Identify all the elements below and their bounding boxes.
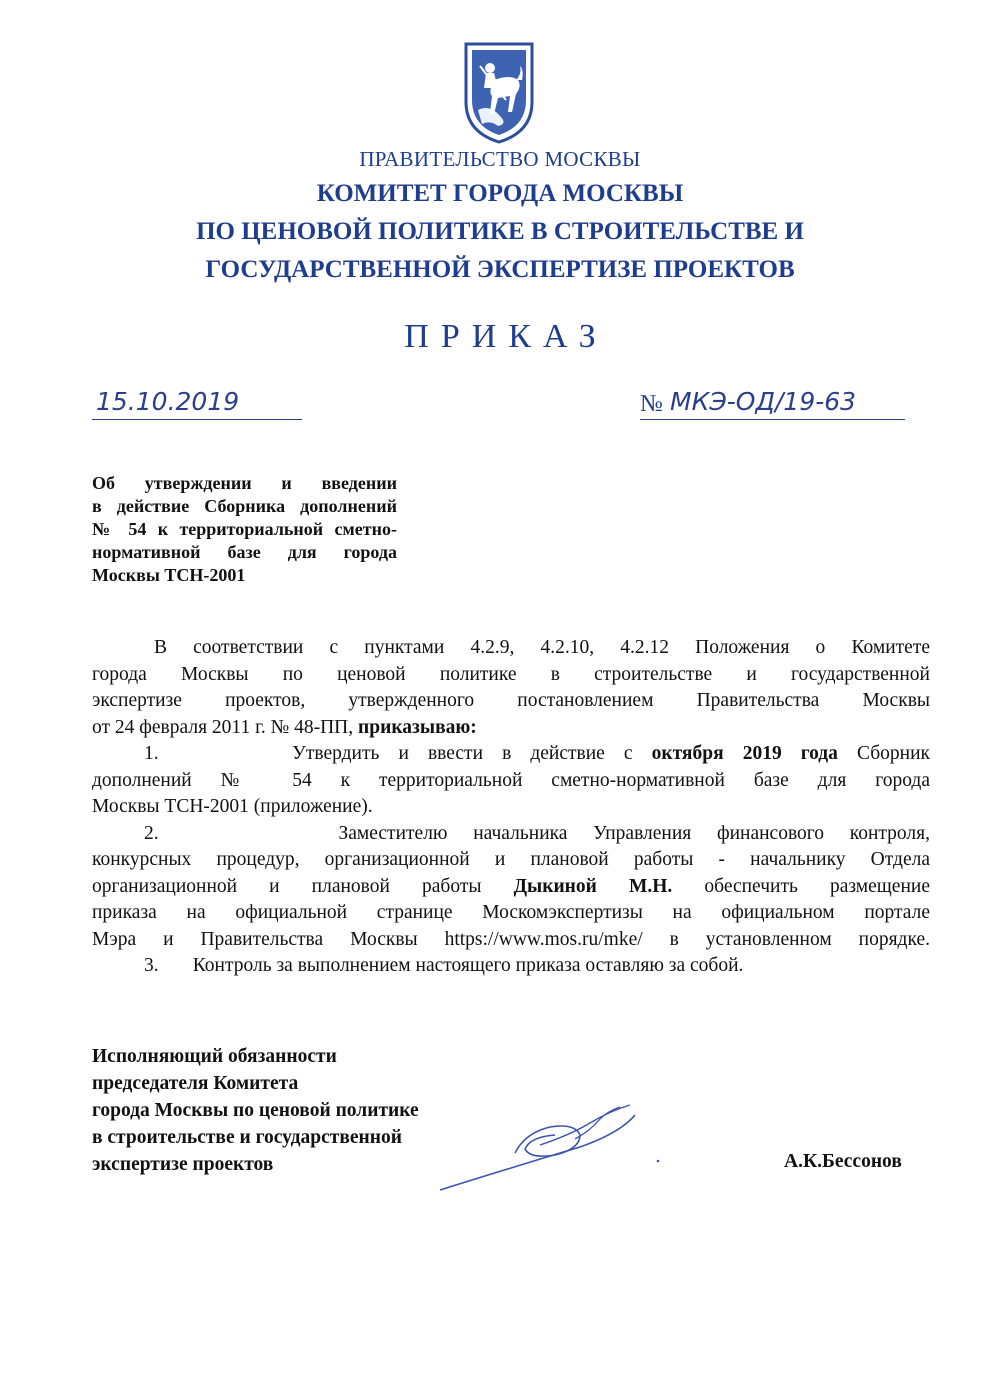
item-2-number: 2.	[144, 822, 159, 844]
date-field	[92, 385, 302, 420]
subject-line: № 54 к территориальной сметно-	[92, 519, 397, 539]
number-sign: №	[640, 391, 663, 417]
number-field	[640, 385, 905, 420]
body-line: Москвы ТСН-2001 (приложение).	[92, 796, 373, 817]
intro-text: от 24 февраля 2011 г. № 48-ПП,	[92, 716, 359, 738]
body-line	[92, 715, 930, 742]
government-title: ПРАВИТЕЛЬСТВО МОСКВЫ	[359, 147, 641, 171]
signatory-title-line: города Москвы по ценовой политике	[92, 1100, 419, 1121]
signatory-title-line: экспертизе проектов	[92, 1154, 274, 1175]
item-1-date: октября 2019 года	[651, 743, 838, 764]
body-line: города Москвы по ценовой политике в строительстве и государственной	[92, 663, 930, 685]
date-value: 15.10.2019	[96, 387, 240, 416]
item-2-text-a: организационной и плановой работы	[92, 875, 514, 897]
responsible-person: Дыкиной М.Н.	[513, 875, 673, 897]
item-1-text-a: Утвердить и ввести в действие с	[292, 743, 652, 764]
signatory-name: А.К.Бессонов	[784, 1151, 902, 1172]
body-line: конкурсных процедур, организационной и плановой работы - начальнику Отдела	[92, 849, 930, 870]
item-1-number: 1.	[144, 743, 159, 764]
body-line: дополнений № 54 к территориальной сметно-нормативной базе для города	[92, 769, 930, 791]
order-number-value: МКЭ-ОД/19-63	[670, 387, 857, 416]
item-3-number: 3.	[144, 955, 159, 976]
subject-line: нормативной базе для города	[92, 542, 397, 562]
committee-title-line-1: КОМИТЕТ ГОРОДА МОСКВЫ	[316, 180, 684, 207]
item-2-first-line	[92, 821, 930, 848]
signatory-title-line: Исполняющий обязанности	[92, 1046, 337, 1067]
committee-title-line-3: ГОСУДАРСТВЕННОЙ ЭКСПЕРТИЗЕ ПРОЕКТОВ	[205, 256, 795, 283]
signatory-title	[92, 1043, 419, 1178]
committee-title-line-2: ПО ЦЕНОВОЙ ПОЛИТИКЕ В СТРОИТЕЛЬСТВЕ И	[196, 218, 804, 245]
order-body	[92, 635, 930, 980]
subject-line: Москвы ТСН-2001	[92, 565, 246, 585]
subject-line: в действие Сборника дополнений	[92, 496, 397, 516]
body-line: Мэра и Правительства Москвы https://www.mos.ru/mke/ в установленном порядке.	[92, 928, 930, 950]
item-2-text-b: обеспечить размещение	[672, 875, 930, 897]
item-1-text-b: Сборник	[837, 743, 930, 764]
signatory-title-line: в строительстве и государственной	[92, 1127, 402, 1148]
order-subject	[92, 472, 397, 587]
document-type-title: ПРИКАЗ	[404, 318, 608, 355]
body-line: В соответствии с пунктами 4.2.9, 4.2.10, 4.2.12 Положения о Комитете	[154, 637, 930, 658]
moscow-coat-of-arms-icon	[460, 40, 538, 144]
item-3-text: Контроль за выполнением настоящего приказа оставляю за собой.	[192, 955, 744, 976]
item-1-first-line	[92, 741, 930, 768]
signatory-title-line: председателя Комитета	[92, 1073, 299, 1094]
order-verb: приказываю:	[358, 716, 477, 738]
item-2-text: Заместителю начальника Управления финансового контроля,	[338, 822, 930, 844]
handwritten-signature	[430, 1075, 680, 1205]
subject-line: Об утверждении и введении	[92, 473, 397, 493]
body-line	[92, 874, 930, 901]
body-line: приказа на официальной странице Москомэкспертизы на официальном портале	[92, 902, 930, 923]
item-3-line	[92, 953, 930, 980]
body-line: экспертизе проектов, утвержденного постановлением Правительства Москвы	[92, 690, 930, 711]
